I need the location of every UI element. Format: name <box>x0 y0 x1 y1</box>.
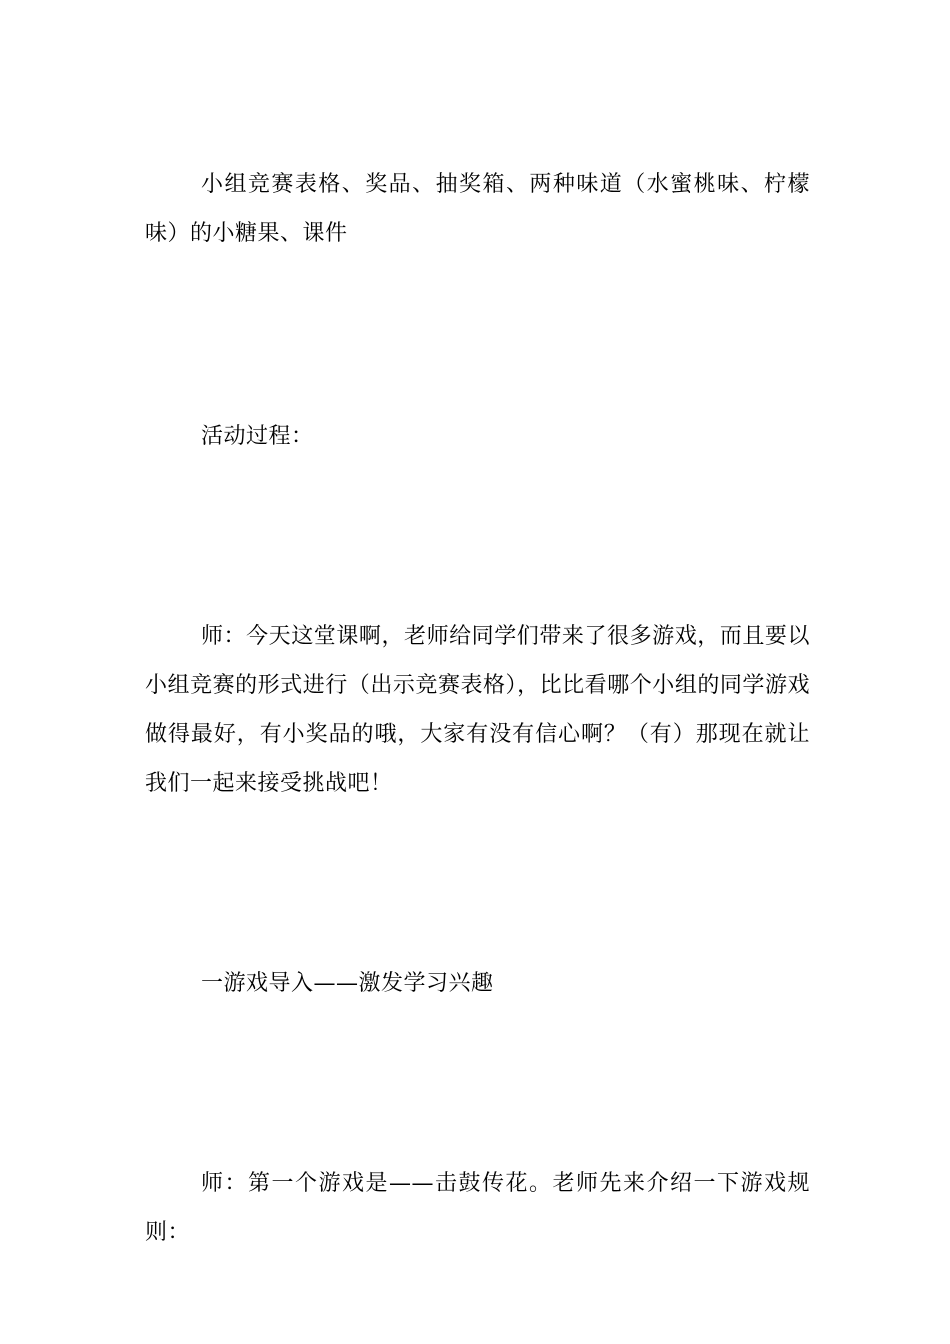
teacher-intro-paragraph: 师：今天这堂课啊，老师给同学们带来了很多游戏，而且要以小组竞赛的形式进行（出示竞赛表格），比比看哪个小组的同学游戏做得最好，有小奖品的哦，大家有没有信心啊？（有）那现在就让我们一起来接受挑战吧！ <box>145 624 810 796</box>
activity-process-heading: 活动过程： <box>201 424 314 449</box>
first-game-paragraph: 师：第一个游戏是——击鼓传花。老师先来介绍一下游戏规则： <box>145 1171 810 1245</box>
materials-paragraph: 小组竞赛表格、奖品、抽奖箱、两种味道（水蜜桃味、柠檬味）的小糖果、课件 <box>145 172 810 246</box>
section-heading-game-intro: 一游戏导入——激发学习兴趣 <box>201 971 494 996</box>
